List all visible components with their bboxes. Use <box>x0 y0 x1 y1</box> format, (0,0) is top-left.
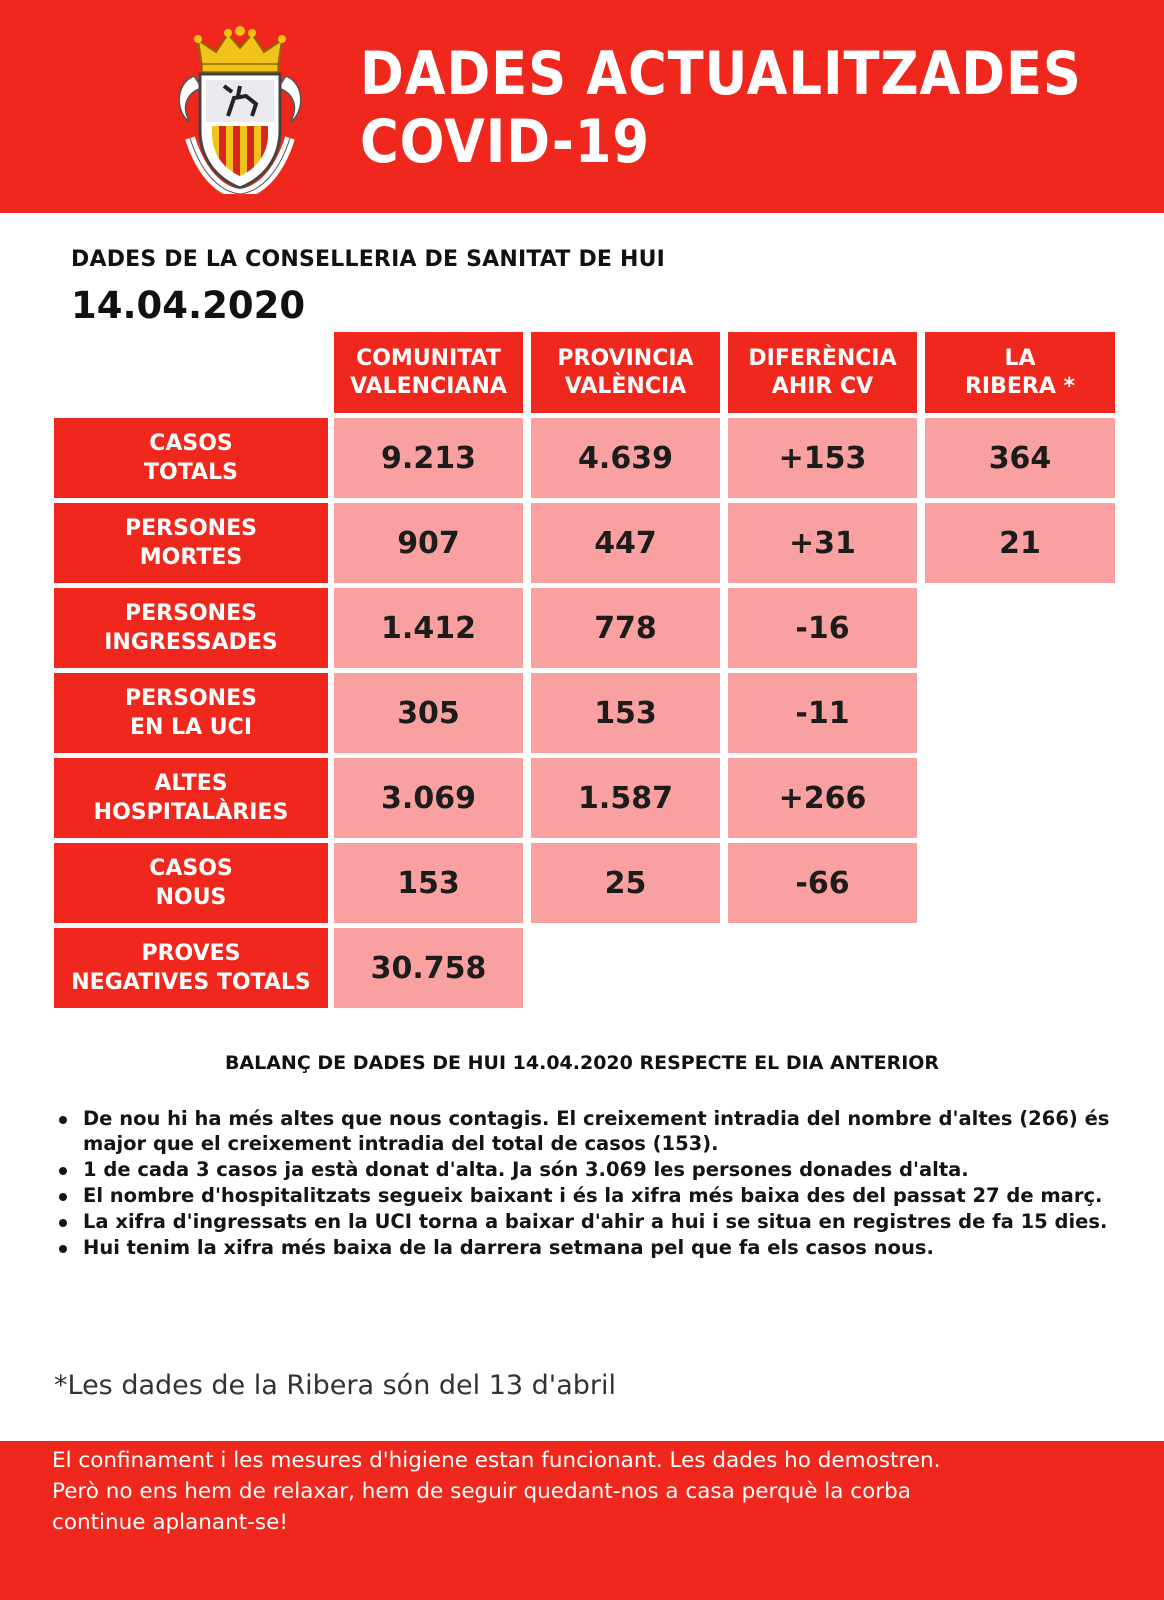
list-item: De nou hi ha més altes que nous contagis. El creixement intradia del nombre d'altes (266) és major que el creixement intradia del total de casos (153). <box>56 1106 1126 1156</box>
column-header: DIFERÈNCIA AHIR CV <box>728 332 917 413</box>
table-cell: 1.587 <box>531 758 720 838</box>
row-header: ALTES HOSPITALÀRIES <box>54 758 328 838</box>
footer-message <box>52 1445 1142 1538</box>
row-header: PERSONES EN LA UCI <box>54 673 328 753</box>
ribera-footnote: *Les dades de la Ribera són del 13 d'abril <box>54 1370 617 1401</box>
subtitle: DADES DE LA CONSELLERIA DE SANITAT DE HUI <box>71 247 666 272</box>
row-header: PERSONES INGRESSADES <box>54 588 328 668</box>
table-cell: 153 <box>334 843 523 923</box>
table-cell: 9.213 <box>334 418 523 498</box>
table-cell: 25 <box>531 843 720 923</box>
footer-line: El confinament i les mesures d'higiene estan funcionant. Les dades ho demostren. <box>52 1448 941 1473</box>
list-item: La xifra d'ingressats en la UCI torna a baixar d'ahir a hui i se situa en registres de fa 15 dies. <box>56 1209 1126 1234</box>
row-header: PERSONES MORTES <box>54 503 328 583</box>
table-cell: 778 <box>531 588 720 668</box>
table-cell: 30.758 <box>334 928 523 1008</box>
balance-bullet-list <box>56 1106 1126 1261</box>
list-item: 1 de cada 3 casos ja està donat d'alta. Ja són 3.069 les persones donades d'alta. <box>56 1157 1126 1182</box>
list-item: Hui tenim la xifra més baixa de la darrera setmana pel que fa els casos nous. <box>56 1235 1126 1260</box>
footer-line: Però no ens hem de relaxar, hem de seguir quedant-nos a casa perquè la corba <box>52 1479 911 1504</box>
report-date: 14.04.2020 <box>71 284 306 327</box>
footer-line: continue aplanant-se! <box>52 1510 288 1535</box>
balance-title: BALANÇ DE DADES DE HUI 14.04.2020 RESPECTE EL DIA ANTERIOR <box>224 1052 940 1074</box>
row-header: PROVES NEGATIVES TOTALS <box>54 928 328 1008</box>
table-cell: 447 <box>531 503 720 583</box>
table-cell: 4.639 <box>531 418 720 498</box>
table-cell: +153 <box>728 418 917 498</box>
list-item: El nombre d'hospitalitzats segueix baixant i és la xifra més baixa des del passat 27 de març. <box>56 1183 1126 1208</box>
table-cell: 153 <box>531 673 720 753</box>
table-cell: 364 <box>925 418 1115 498</box>
row-header: CASOS TOTALS <box>54 418 328 498</box>
column-header: PROVINCIA VALÈNCIA <box>531 332 720 413</box>
main-title-line1: DADES ACTUALITZADES <box>360 39 1082 109</box>
column-header: LA RIBERA * <box>925 332 1115 413</box>
table-cell: +266 <box>728 758 917 838</box>
table-cell: -11 <box>728 673 917 753</box>
table-cell: 1.412 <box>334 588 523 668</box>
table-cell: +31 <box>728 503 917 583</box>
table-cell: 907 <box>334 503 523 583</box>
main-title <box>360 39 1082 177</box>
main-title-line2: COVID-19 <box>360 107 650 177</box>
table-cell: -16 <box>728 588 917 668</box>
table-cell: 3.069 <box>334 758 523 838</box>
table-cell: -66 <box>728 843 917 923</box>
row-header: CASOS NOUS <box>54 843 328 923</box>
table-cell: 21 <box>925 503 1115 583</box>
town-crest-logo <box>172 26 308 194</box>
table-cell: 305 <box>334 673 523 753</box>
column-header: COMUNITAT VALENCIANA <box>334 332 523 413</box>
